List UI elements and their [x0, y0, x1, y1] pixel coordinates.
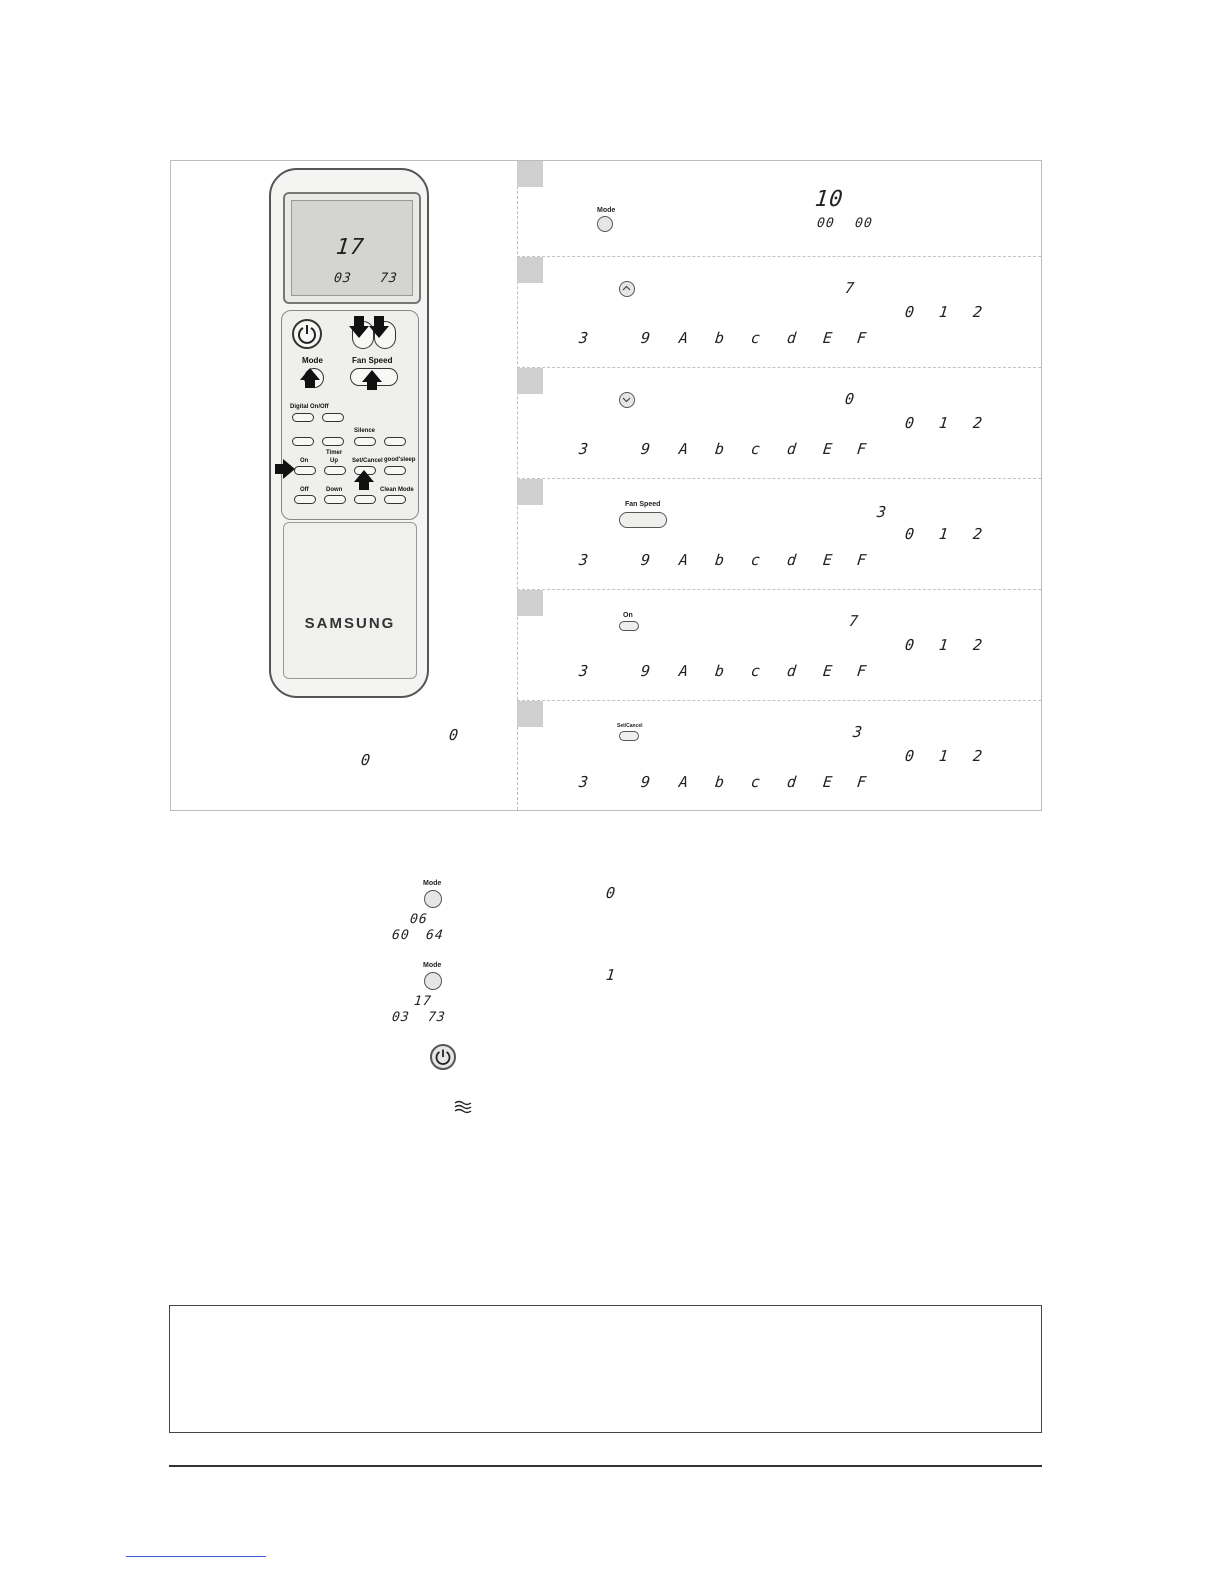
step-1-icon-label: Mode: [597, 207, 616, 214]
lower-display-1-right: 64: [425, 928, 445, 943]
step-3-opt-e: E: [822, 440, 834, 458]
step-6-opt-9: 9: [640, 773, 652, 791]
on-button-icon: [619, 621, 639, 631]
mode-label: Mode: [302, 356, 323, 365]
step-3-opt-1: 1: [938, 414, 950, 432]
display-right-code: 73: [379, 271, 399, 286]
remote-control: [269, 168, 429, 698]
step-6: [517, 701, 1041, 810]
arrow-mode-icon: [300, 368, 320, 388]
arrow-set-cancel-icon: [354, 470, 374, 490]
step-5-opt-e: E: [822, 662, 834, 680]
step-6-value: 3: [852, 723, 864, 741]
step-4-opt-1: 1: [938, 525, 950, 543]
step-3-opt-3: 3: [578, 440, 590, 458]
step-4-icon-label: Fan Speed: [625, 501, 661, 508]
off-label: Off: [300, 487, 309, 493]
arrow-temp-up-icon: [369, 316, 389, 338]
step-6-opt-a: A: [678, 773, 690, 791]
step-5-icon-label: On: [623, 612, 633, 619]
step-3-opt-9: 9: [640, 440, 652, 458]
step-2-opt-2: 2: [972, 303, 984, 321]
step-5: [517, 590, 1041, 701]
lower-digit-1: 0: [605, 884, 617, 902]
step-list: [517, 161, 1041, 810]
step-6-opt-e: E: [822, 773, 834, 791]
step-2-opt-9: 9: [640, 329, 652, 347]
step-1-sub-right: 00: [854, 216, 874, 231]
lower-display-1-left: 60: [391, 928, 411, 943]
step-2: [517, 257, 1041, 368]
step-4-opt-b: b: [714, 551, 726, 569]
step-4-opt-c: c: [750, 551, 762, 569]
set-cancel-label: Set/Cancel: [352, 458, 383, 464]
step-number-6: [517, 701, 543, 727]
arrow-fan-speed-icon: [362, 370, 382, 390]
step-2-value: 7: [844, 279, 856, 297]
step-2-opt-e: E: [822, 329, 834, 347]
step-5-opt-c: c: [750, 662, 762, 680]
step-6-opt-3: 3: [578, 773, 590, 791]
silence-label: Silence: [354, 428, 376, 434]
good-sleep-label: good'sleep: [384, 457, 416, 463]
clean-mode-label: Clean Mode: [380, 487, 414, 493]
step-3-value: 0: [844, 390, 856, 408]
step-4-opt-2: 2: [972, 525, 984, 543]
display-left-code: 03: [333, 271, 353, 286]
step-4-opt-3: 3: [578, 551, 590, 569]
lower-display-2-right: 73: [427, 1010, 447, 1025]
step-6-opt-2: 2: [972, 747, 984, 765]
fan-wave-icon: [454, 1100, 474, 1114]
step-5-opt-d: d: [786, 662, 798, 680]
pointer-arrows: [269, 168, 429, 698]
up-button-icon: [619, 281, 635, 297]
lower-mode-label-2: Mode: [423, 962, 442, 969]
digital-onoff-label: Digital On/Off: [290, 404, 329, 410]
note-box: [169, 1305, 1042, 1433]
step-2-opt-b: b: [714, 329, 726, 347]
lower-display-2-top: 17: [413, 994, 433, 1009]
setup-figure: [170, 160, 1042, 811]
display-temperature: 17: [334, 235, 366, 260]
step-6-icon-label: Set/Cancel: [617, 723, 643, 729]
step-5-opt-0: 0: [904, 636, 916, 654]
step-4-value: 3: [876, 503, 888, 521]
step-2-opt-c: c: [750, 329, 762, 347]
remote-note-digit-2: 0: [360, 751, 372, 769]
step-number-5: [517, 590, 543, 616]
arrow-on-icon: [275, 459, 295, 479]
up-label: Up: [330, 458, 338, 464]
step-3-opt-d: d: [786, 440, 798, 458]
step-5-value: 7: [848, 612, 860, 630]
step-5-opt-3: 3: [578, 662, 590, 680]
remote-illustration-panel: [171, 161, 518, 810]
step-2-opt-1: 1: [938, 303, 950, 321]
step-3-opt-c: c: [750, 440, 762, 458]
step-5-opt-1: 1: [938, 636, 950, 654]
fan-speed-button-icon: [619, 512, 667, 528]
step-1: [517, 161, 1041, 257]
power-icon: [432, 1046, 454, 1068]
step-6-opt-d: d: [786, 773, 798, 791]
lower-mode-label-1: Mode: [423, 880, 442, 887]
step-4-opt-9: 9: [640, 551, 652, 569]
step-5-opt-f: F: [856, 662, 868, 680]
lower-display-1-top: 06: [409, 912, 429, 927]
remote-note-digit-1: 0: [448, 726, 460, 744]
footer-rule: [169, 1465, 1042, 1467]
step-5-opt-a: A: [678, 662, 690, 680]
step-1-sub-left: 00: [816, 216, 836, 231]
step-number-1: [517, 161, 543, 187]
step-3-opt-0: 0: [904, 414, 916, 432]
step-4-opt-f: F: [856, 551, 868, 569]
step-5-opt-9: 9: [640, 662, 652, 680]
step-4: [517, 479, 1041, 590]
lower-digit-2: 1: [605, 966, 617, 984]
step-2-opt-f: F: [856, 329, 868, 347]
chevron-down-icon: [620, 393, 633, 406]
mode-button-icon: [597, 216, 613, 232]
lower-display-2-left: 03: [391, 1010, 411, 1025]
chevron-up-icon: [620, 282, 633, 295]
step-number-3: [517, 368, 543, 394]
arrow-temp-down-icon: [349, 316, 369, 338]
step-1-value: 10: [813, 187, 845, 212]
step-5-opt-2: 2: [972, 636, 984, 654]
step-3-opt-a: A: [678, 440, 690, 458]
down-button-icon: [619, 392, 635, 408]
step-4-opt-d: d: [786, 551, 798, 569]
step-3-opt-b: b: [714, 440, 726, 458]
footer-link-underline[interactable]: [126, 1556, 266, 1557]
lower-mode-button-icon-1: [424, 890, 442, 908]
step-6-opt-0: 0: [904, 747, 916, 765]
lower-power-button-icon: [430, 1044, 456, 1070]
brand-logo: SAMSUNG: [304, 615, 396, 632]
step-5-opt-b: b: [714, 662, 726, 680]
step-2-opt-a: A: [678, 329, 690, 347]
on-label: On: [300, 458, 309, 464]
step-3: [517, 368, 1041, 479]
down-label: Down: [326, 487, 343, 493]
step-4-opt-e: E: [822, 551, 834, 569]
step-2-opt-0: 0: [904, 303, 916, 321]
step-6-opt-b: b: [714, 773, 726, 791]
set-cancel-button-icon: [619, 731, 639, 741]
step-2-opt-d: d: [786, 329, 798, 347]
step-3-opt-2: 2: [972, 414, 984, 432]
step-6-opt-c: c: [750, 773, 762, 791]
step-4-opt-0: 0: [904, 525, 916, 543]
timer-label: Timer: [326, 450, 343, 456]
step-3-opt-f: F: [856, 440, 868, 458]
step-6-opt-f: F: [856, 773, 868, 791]
step-4-opt-a: A: [678, 551, 690, 569]
step-2-opt-3: 3: [578, 329, 590, 347]
step-6-opt-1: 1: [938, 747, 950, 765]
step-number-4: [517, 479, 543, 505]
step-number-2: [517, 257, 543, 283]
lower-mode-button-icon-2: [424, 972, 442, 990]
fan-speed-label: Fan Speed: [352, 356, 393, 365]
